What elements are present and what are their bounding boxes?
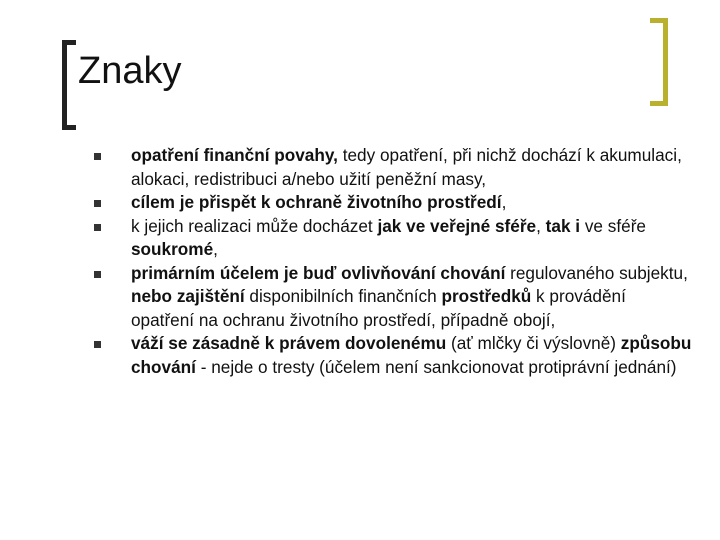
text-run: opatření finanční povahy, [131, 145, 338, 165]
text-run: , [536, 215, 546, 236]
square-bullet-icon [94, 271, 101, 278]
text-run: regulovaného subjektu, [505, 262, 688, 283]
text-run: prostředků [441, 286, 532, 306]
text-run: , [501, 192, 507, 212]
text-run: způsobu chování [131, 333, 692, 377]
list-item [92, 332, 692, 379]
square-bullet-icon [94, 200, 101, 207]
square-bullet-icon [94, 153, 101, 160]
text-run: nebo zajištění [131, 286, 245, 306]
title-bracket-left [62, 40, 76, 130]
text-run: soukromé [131, 239, 214, 259]
text-run: k jejich realizaci může docházet [131, 215, 378, 236]
title-bracket-right [650, 18, 668, 106]
list-item [92, 144, 692, 191]
list-item [92, 262, 692, 333]
list-item [92, 215, 692, 262]
text-run: cílem je přispět k ochraně životního prostředí [131, 192, 502, 212]
text-run: primárním účelem je buď ovlivňování chování [131, 262, 506, 283]
text-run: váží se zásadně k právem dovolenému [131, 333, 447, 353]
slide-title: Znaky [78, 50, 182, 92]
text-run: tak i [545, 215, 581, 236]
text-run: k provádění opatření na ochranu životního prostředí, případně obojí, [131, 286, 626, 330]
text-run: jak ve veřejné sféře [377, 215, 537, 236]
square-bullet-icon [94, 341, 101, 348]
text-run: disponibilních finančních [244, 286, 442, 306]
text-run: (ať mlčky či výslovně) [446, 333, 621, 353]
text-run: ve sféře [580, 215, 646, 236]
text-run: , [213, 239, 218, 259]
text-run: - nejde o tresty (účelem není sankcionovat protiprávní jednání) [195, 356, 677, 377]
bullet-list [92, 144, 692, 379]
text-run: tedy opatření, při nichž dochází k akumulaci, alokaci, redistribuci a/nebo užití peněžní masy, [131, 145, 682, 189]
list-item [92, 191, 692, 215]
square-bullet-icon [94, 224, 101, 231]
